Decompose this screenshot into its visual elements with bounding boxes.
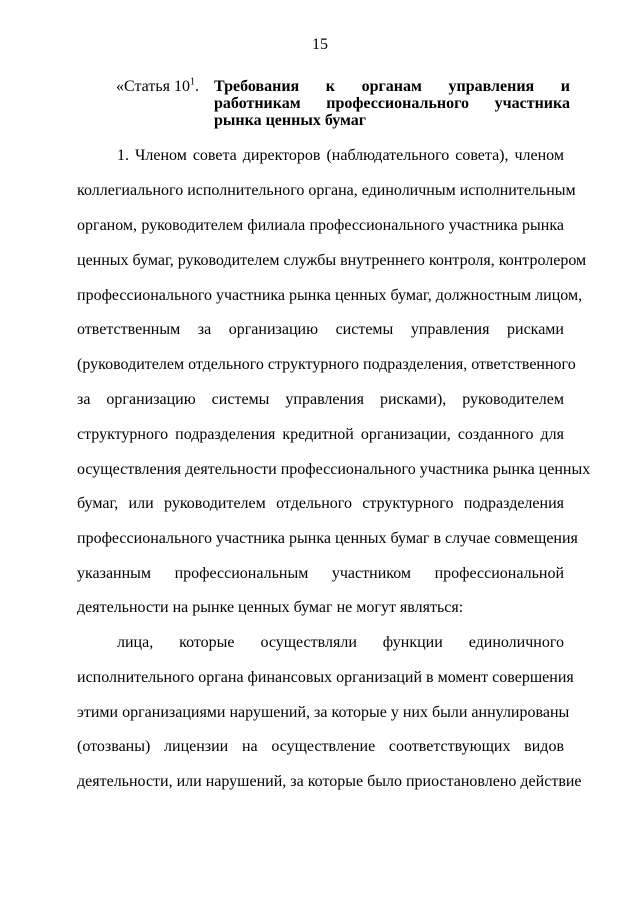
body-line-6: ответственным за организацию системы управления рисками (77, 321, 564, 338)
article-heading (116, 78, 570, 129)
body-line-11: бумаг, или руководителем отдельного структурного подразделения (77, 495, 564, 512)
body-line-8: за организацию системы управления рисками), руководителем (77, 391, 564, 408)
article-label-superscript: 1 (189, 76, 195, 88)
body-line-10: осуществления деятельности профессионального участника рынка ценных (77, 461, 591, 478)
body-line-5: профессионального участника рынка ценных бумаг, должностным лицом, (77, 287, 583, 304)
body-line-12: профессионального участника рынка ценных бумаг в случае совмещения (77, 530, 578, 547)
page-number: 15 (312, 36, 328, 53)
body-line-15: лица, которые осуществляли функции единоличного (117, 634, 564, 651)
body-line-18: (отозваны) лицензии на осуществление соответствующих видов (77, 738, 564, 755)
body-line-4: ценных бумаг, руководителем службы внутреннего контроля, контролером (77, 252, 587, 269)
body-line-17: этими организациями нарушений, за которые у них были аннулированы (77, 704, 570, 721)
body-line-13: указанным профессиональным участником профессиональной (77, 565, 564, 582)
body-line-7: (руководителем отдельного структурного подразделения, ответственного (77, 356, 576, 373)
body-line-14: деятельности на рынке ценных бумаг не могут являться: (77, 599, 464, 616)
article-label (116, 78, 199, 95)
article-label-suffix: . (194, 78, 199, 95)
body-line-2: коллегиального исполнительного органа, единоличным исполнительным (77, 182, 576, 199)
article-title: Требования к органам управления и работникам профессионального участника рынка ценных бумаг (214, 78, 570, 129)
body-line-19: деятельности, или нарушений, за которые было приостановлено действие (77, 773, 582, 790)
body-line-1: 1. Членом совета директоров (наблюдательного совета), членом (117, 147, 564, 164)
body-line-16: исполнительного органа финансовых организаций в момент совершения (77, 669, 574, 686)
article-label-text: «Статья 10 (116, 78, 190, 95)
body-line-9: структурного подразделения кредитной организации, созданного для (77, 426, 564, 443)
body-line-3: органом, руководителем филиала профессионального участника рынка (77, 217, 564, 234)
